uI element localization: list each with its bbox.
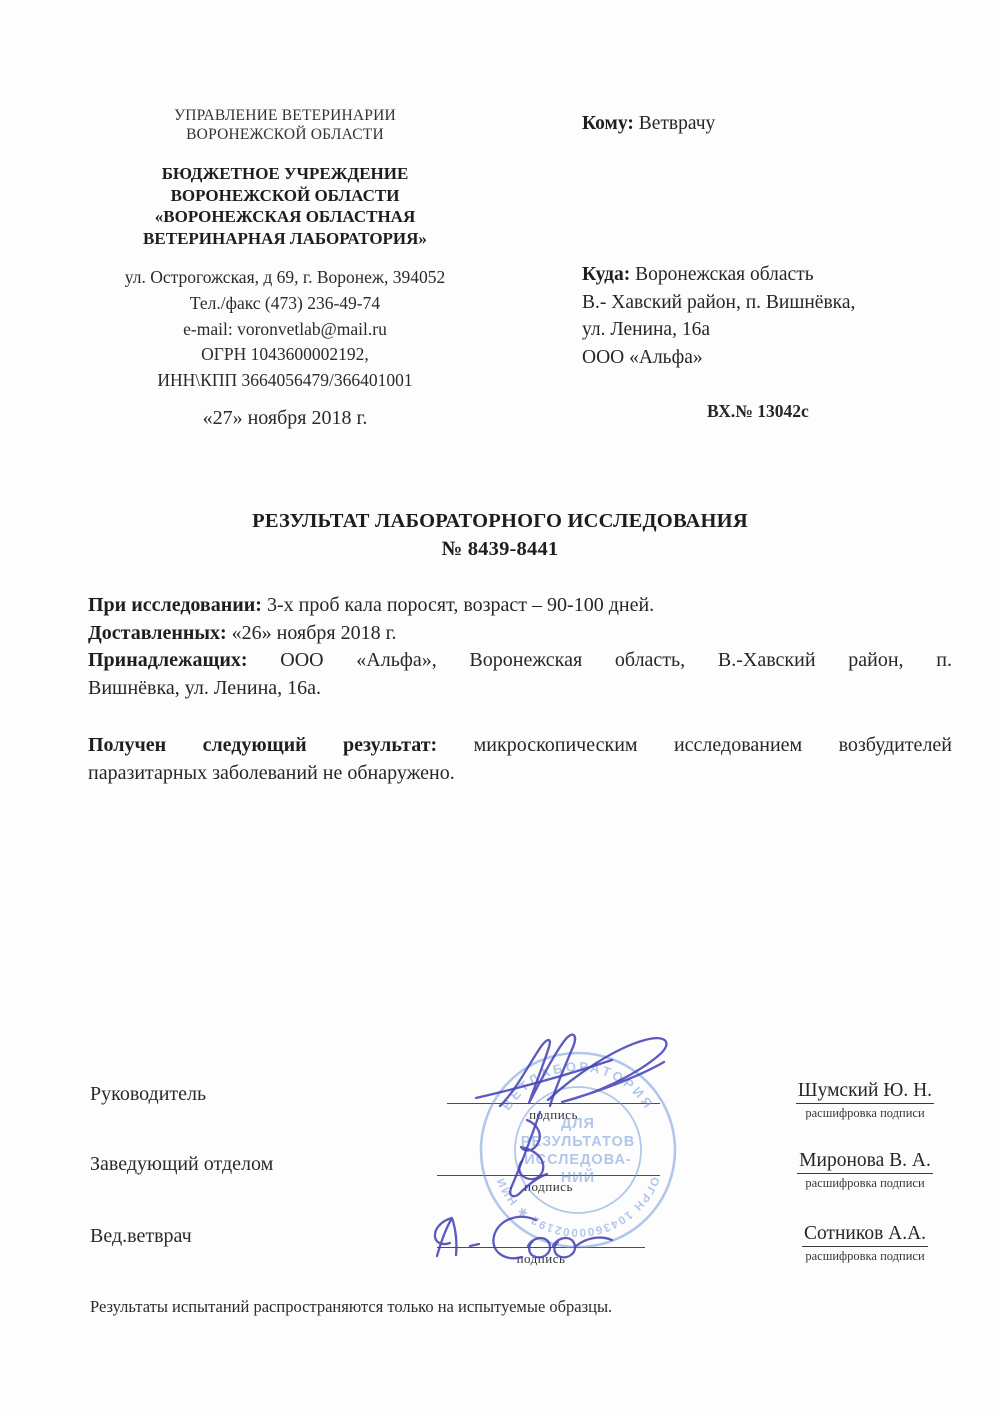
delivered-line: Доставленных: «26» ноября 2018 г.: [88, 621, 397, 644]
management-name: [85, 106, 485, 144]
address-line: e-mail: voronvetlab@mail.ru: [183, 318, 387, 339]
org-name-line: ВОРОНЕЖСКОЙ ОБЛАСТИ: [170, 185, 400, 205]
belonging-paragraph: [88, 647, 952, 702]
signature-caption: подпись: [516, 1251, 566, 1266]
addressee-line: [582, 113, 942, 135]
org-name-line: «ВОРОНЕЖСКАЯ ОБЛАСТНАЯ: [154, 207, 416, 226]
stamp-ring-bottom-text: ОГРН 1043600002192 ✱ НИИ: [494, 1174, 662, 1239]
signature-line-2: [437, 1175, 660, 1195]
name-director: [770, 1080, 960, 1121]
document-date: «27» ноября 2018 г.: [202, 406, 368, 429]
komu-label: Кому:: [582, 113, 634, 134]
address-line: ИНН\КПП 3664056479/366401001: [157, 370, 413, 391]
result-paragraph: [88, 732, 952, 787]
address-line: Тел./факс (473) 236-49-74: [189, 292, 381, 313]
belonging-line2: Вишнёвка, ул. Ленина, 16а.: [88, 676, 322, 699]
signer-name: Шумский Ю. Н.: [796, 1080, 934, 1104]
name-caption: расшифровка подписи: [805, 1249, 925, 1263]
stamp-outer-circle: [481, 1053, 675, 1247]
svg-text:РЕЗУЛЬТАТОВ: РЕЗУЛЬТАТОВ: [520, 1134, 636, 1150]
incoming-number: ВХ.№ 13042с: [707, 401, 809, 421]
belonging-line1: Принадлежащих: ООО «Альфа», Воронежская область, В.-Хавский район, п.: [88, 649, 952, 671]
signature-line-1: [447, 1103, 660, 1123]
address-line: ОГРН 1043600002192,: [201, 344, 369, 365]
name-caption: расшифровка подписи: [805, 1176, 925, 1190]
name-lead-vet: [770, 1223, 960, 1264]
org-name-line: БЮДЖЕТНОЕ УЧРЕЖДЕНИЕ: [161, 164, 409, 183]
signature-caption: подпись: [529, 1107, 578, 1122]
document-title: [68, 507, 932, 563]
organization-address: [85, 265, 485, 394]
title-line2: № 8439-8441: [441, 538, 559, 560]
handwritten-signature-director: [476, 1035, 666, 1106]
signature-caption: подпись: [524, 1179, 573, 1194]
address-line: ул. Острогожская, д 69, г. Воронеж, 394052: [124, 267, 446, 287]
name-caption: расшифровка подписи: [805, 1106, 925, 1120]
kuda-line3: ул. Ленина, 16а: [582, 319, 710, 340]
management-line: ВОРОНЕЖСКОЙ ОБЛАСТИ: [186, 126, 384, 143]
management-line: УПРАВЛЕНИЕ ВЕТЕРИНАРИИ: [174, 107, 396, 124]
role-department-head: Заведующий отделом: [90, 1153, 274, 1175]
kuda-line4: ООО «Альфа»: [582, 346, 703, 368]
title-line1: РЕЗУЛЬТАТ ЛАБОРАТОРНОГО ИССЛЕДОВАНИЯ: [252, 510, 748, 532]
role-director: Руководитель: [90, 1083, 207, 1105]
destination-block: [582, 261, 932, 371]
result-line2: паразитарных заболеваний не обнаружено.: [88, 761, 455, 784]
name-department-head: [770, 1150, 960, 1191]
role-lead-vet: Вед.ветврач: [90, 1225, 192, 1247]
document-body: [88, 592, 952, 787]
svg-text:ДЛЯ: ДЛЯ: [561, 1116, 595, 1132]
footer-note: Результаты испытаний распространяются только на испытуемые образцы.: [90, 1297, 613, 1316]
org-name-line: ВЕТЕРИНАРНАЯ ЛАБОРАТОРИЯ»: [143, 228, 427, 248]
stamp-ring-top-text: ВЕТЛАБОРАТОРИЯ: [498, 1058, 658, 1113]
research-line: При исследовании: 3-х проб кала поросят, возраст – 90-100 дней.: [88, 594, 655, 616]
kuda-label: Куда:: [582, 264, 631, 285]
signer-name: Миронова В. А.: [797, 1150, 933, 1174]
header-left-column: [85, 106, 485, 430]
signature-line-3: [437, 1247, 645, 1267]
signer-name: Сотников А.А.: [802, 1223, 928, 1247]
komu-value: Ветврачу: [638, 113, 716, 134]
round-stamp: [481, 1053, 675, 1247]
svg-text:ИССЛЕДОВА-: ИССЛЕДОВА-: [524, 1152, 632, 1168]
result-line1: Получен следующий результат: микроскопическим исследованием возбудителей: [88, 734, 952, 756]
kuda-line2: В.- Хавский район, п. Вишнёвка,: [582, 291, 856, 313]
organization-name: [85, 163, 485, 249]
svg-text:НИЙ: НИЙ: [560, 1170, 596, 1186]
kuda-line1: Куда: Воронежская область: [582, 264, 814, 285]
